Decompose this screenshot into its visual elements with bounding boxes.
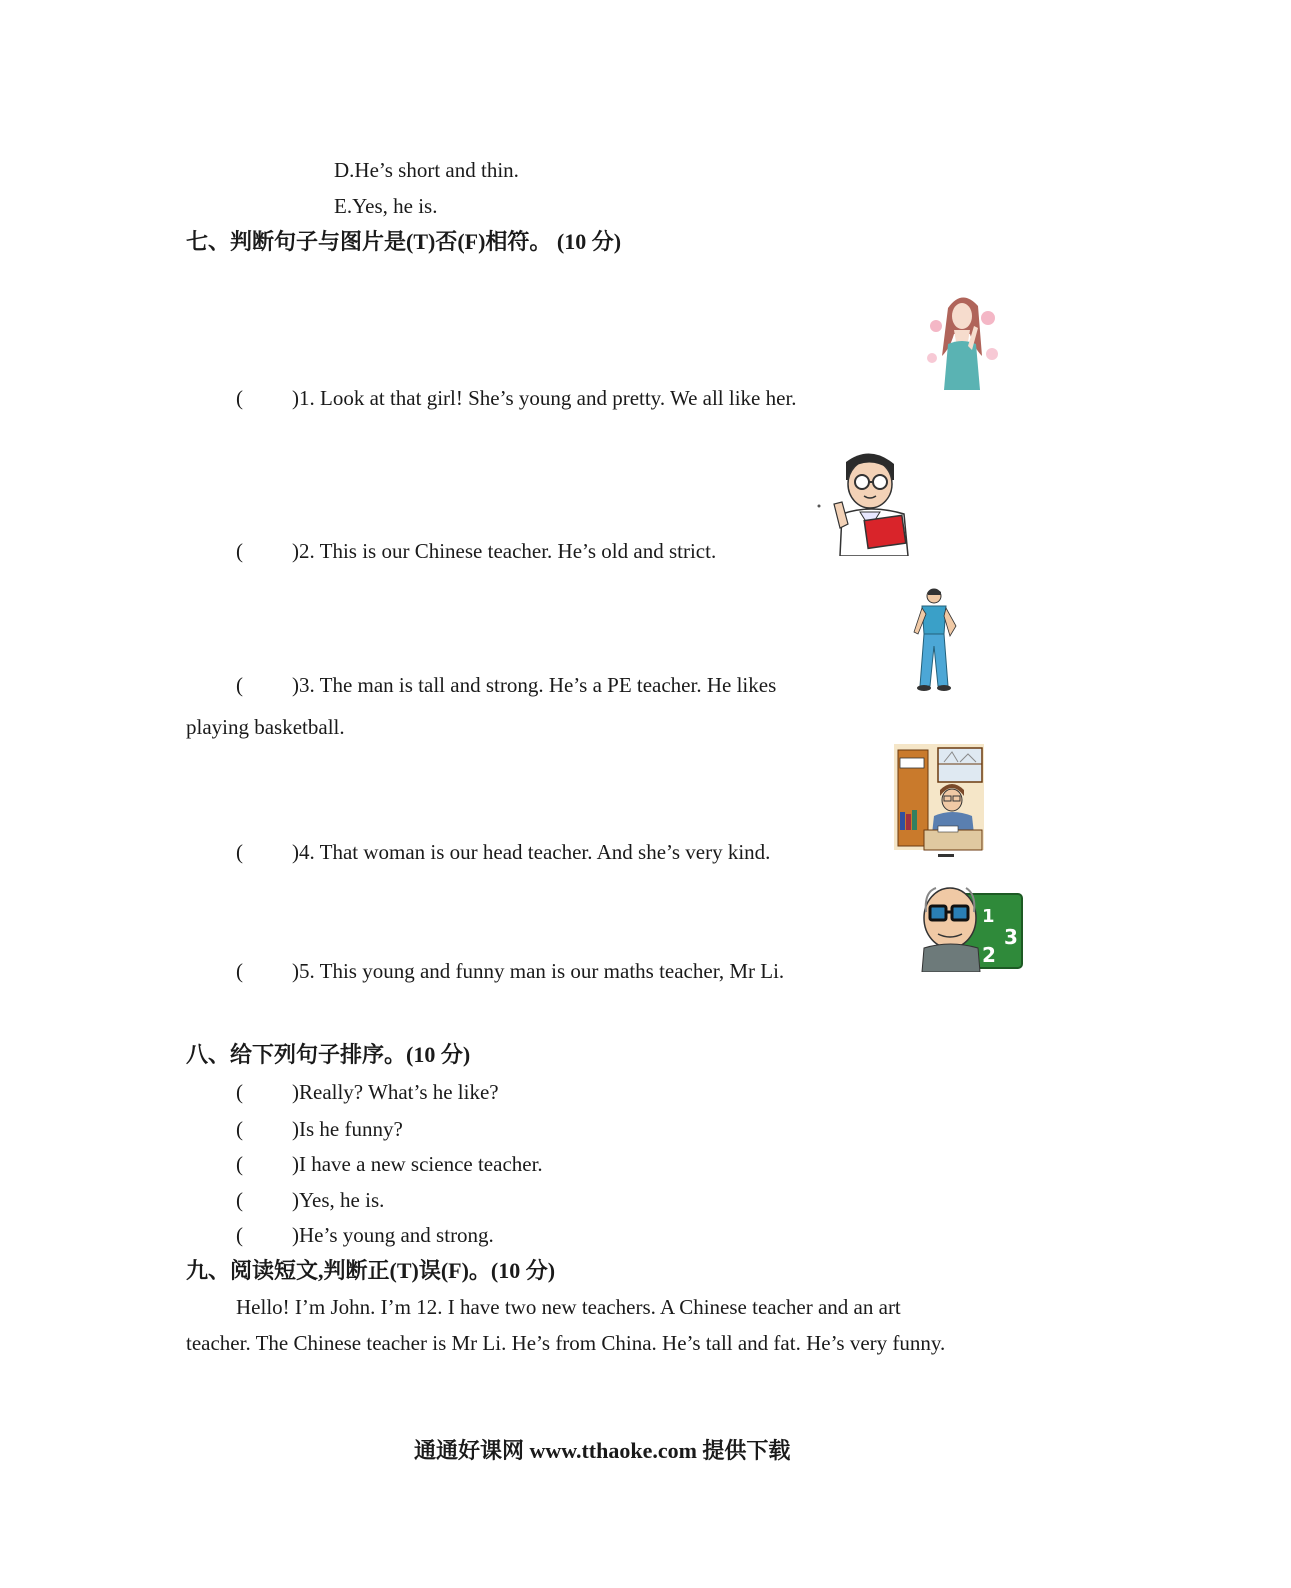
section-8-item-5: )He’s young and strong. [292, 1223, 494, 1247]
section-7-heading: 七、判断句子与图片是(T)否(F)相符。 (10 分) [186, 229, 622, 254]
answer-paren-open: ( [236, 1080, 243, 1104]
blackboard-number-2: 2 [982, 943, 996, 967]
answer-paren-open: ( [236, 840, 243, 864]
answer-paren-open: ( [236, 673, 243, 697]
teacher-with-book-picture [814, 444, 912, 556]
answer-paren-open: ( [236, 1188, 243, 1212]
woman-in-office-picture [894, 744, 984, 860]
old-man-blackboard-picture [916, 882, 1024, 972]
section-7-item-4: )4. That woman is our head teacher. And she’s very kind. [292, 840, 771, 864]
section-7-item-5: )5. This young and funny man is our maths teacher, Mr Li. [292, 959, 785, 983]
footer-source: 通通好课网 www.tthaoke.com 提供下载 [414, 1438, 791, 1463]
section-7-item-2: )2. This is our Chinese teacher. He’s old and strict. [292, 539, 717, 563]
answer-paren-open: ( [236, 1152, 243, 1176]
section-7-item-3: )3. The man is tall and strong. He’s a PE teacher. He likes [292, 673, 777, 697]
answer-paren-open: ( [236, 386, 243, 410]
passage-line-2: teacher. The Chinese teacher is Mr Li. He’s from China. He’s tall and fat. He’s very funny. [186, 1331, 946, 1355]
section-8-item-4: )Yes, he is. [292, 1188, 385, 1212]
blackboard-number-3: 3 [1004, 925, 1018, 949]
section-8-item-1: )Really? What’s he like? [292, 1080, 499, 1104]
section-7-item-1: )1. Look at that girl! She’s young and pretty. We all like her. [292, 386, 797, 410]
answer-paren-open: ( [236, 1117, 243, 1141]
young-girl-picture [924, 286, 1000, 390]
answer-paren-open: ( [236, 539, 243, 563]
blackboard-number-1: 1 [982, 906, 995, 927]
answer-paren-open: ( [236, 959, 243, 983]
section-7-item-3-continuation: playing basketball. [186, 715, 345, 739]
section-8-item-2: )Is he funny? [292, 1117, 403, 1141]
passage-line-1: Hello! I’m John. I’m 12. I have two new teachers. A Chinese teacher and an art [236, 1295, 901, 1319]
section-9-heading: 九、阅读短文,判断正(T)误(F)。(10 分) [186, 1258, 556, 1283]
section-8-item-3: )I have a new science teacher. [292, 1152, 543, 1176]
tall-man-picture [908, 586, 964, 694]
answer-paren-open: ( [236, 1223, 243, 1247]
option-e: E.Yes, he is. [334, 194, 438, 218]
section-8-heading: 八、给下列句子排序。(10 分) [186, 1042, 471, 1067]
option-d: D.He’s short and thin. [334, 158, 519, 182]
